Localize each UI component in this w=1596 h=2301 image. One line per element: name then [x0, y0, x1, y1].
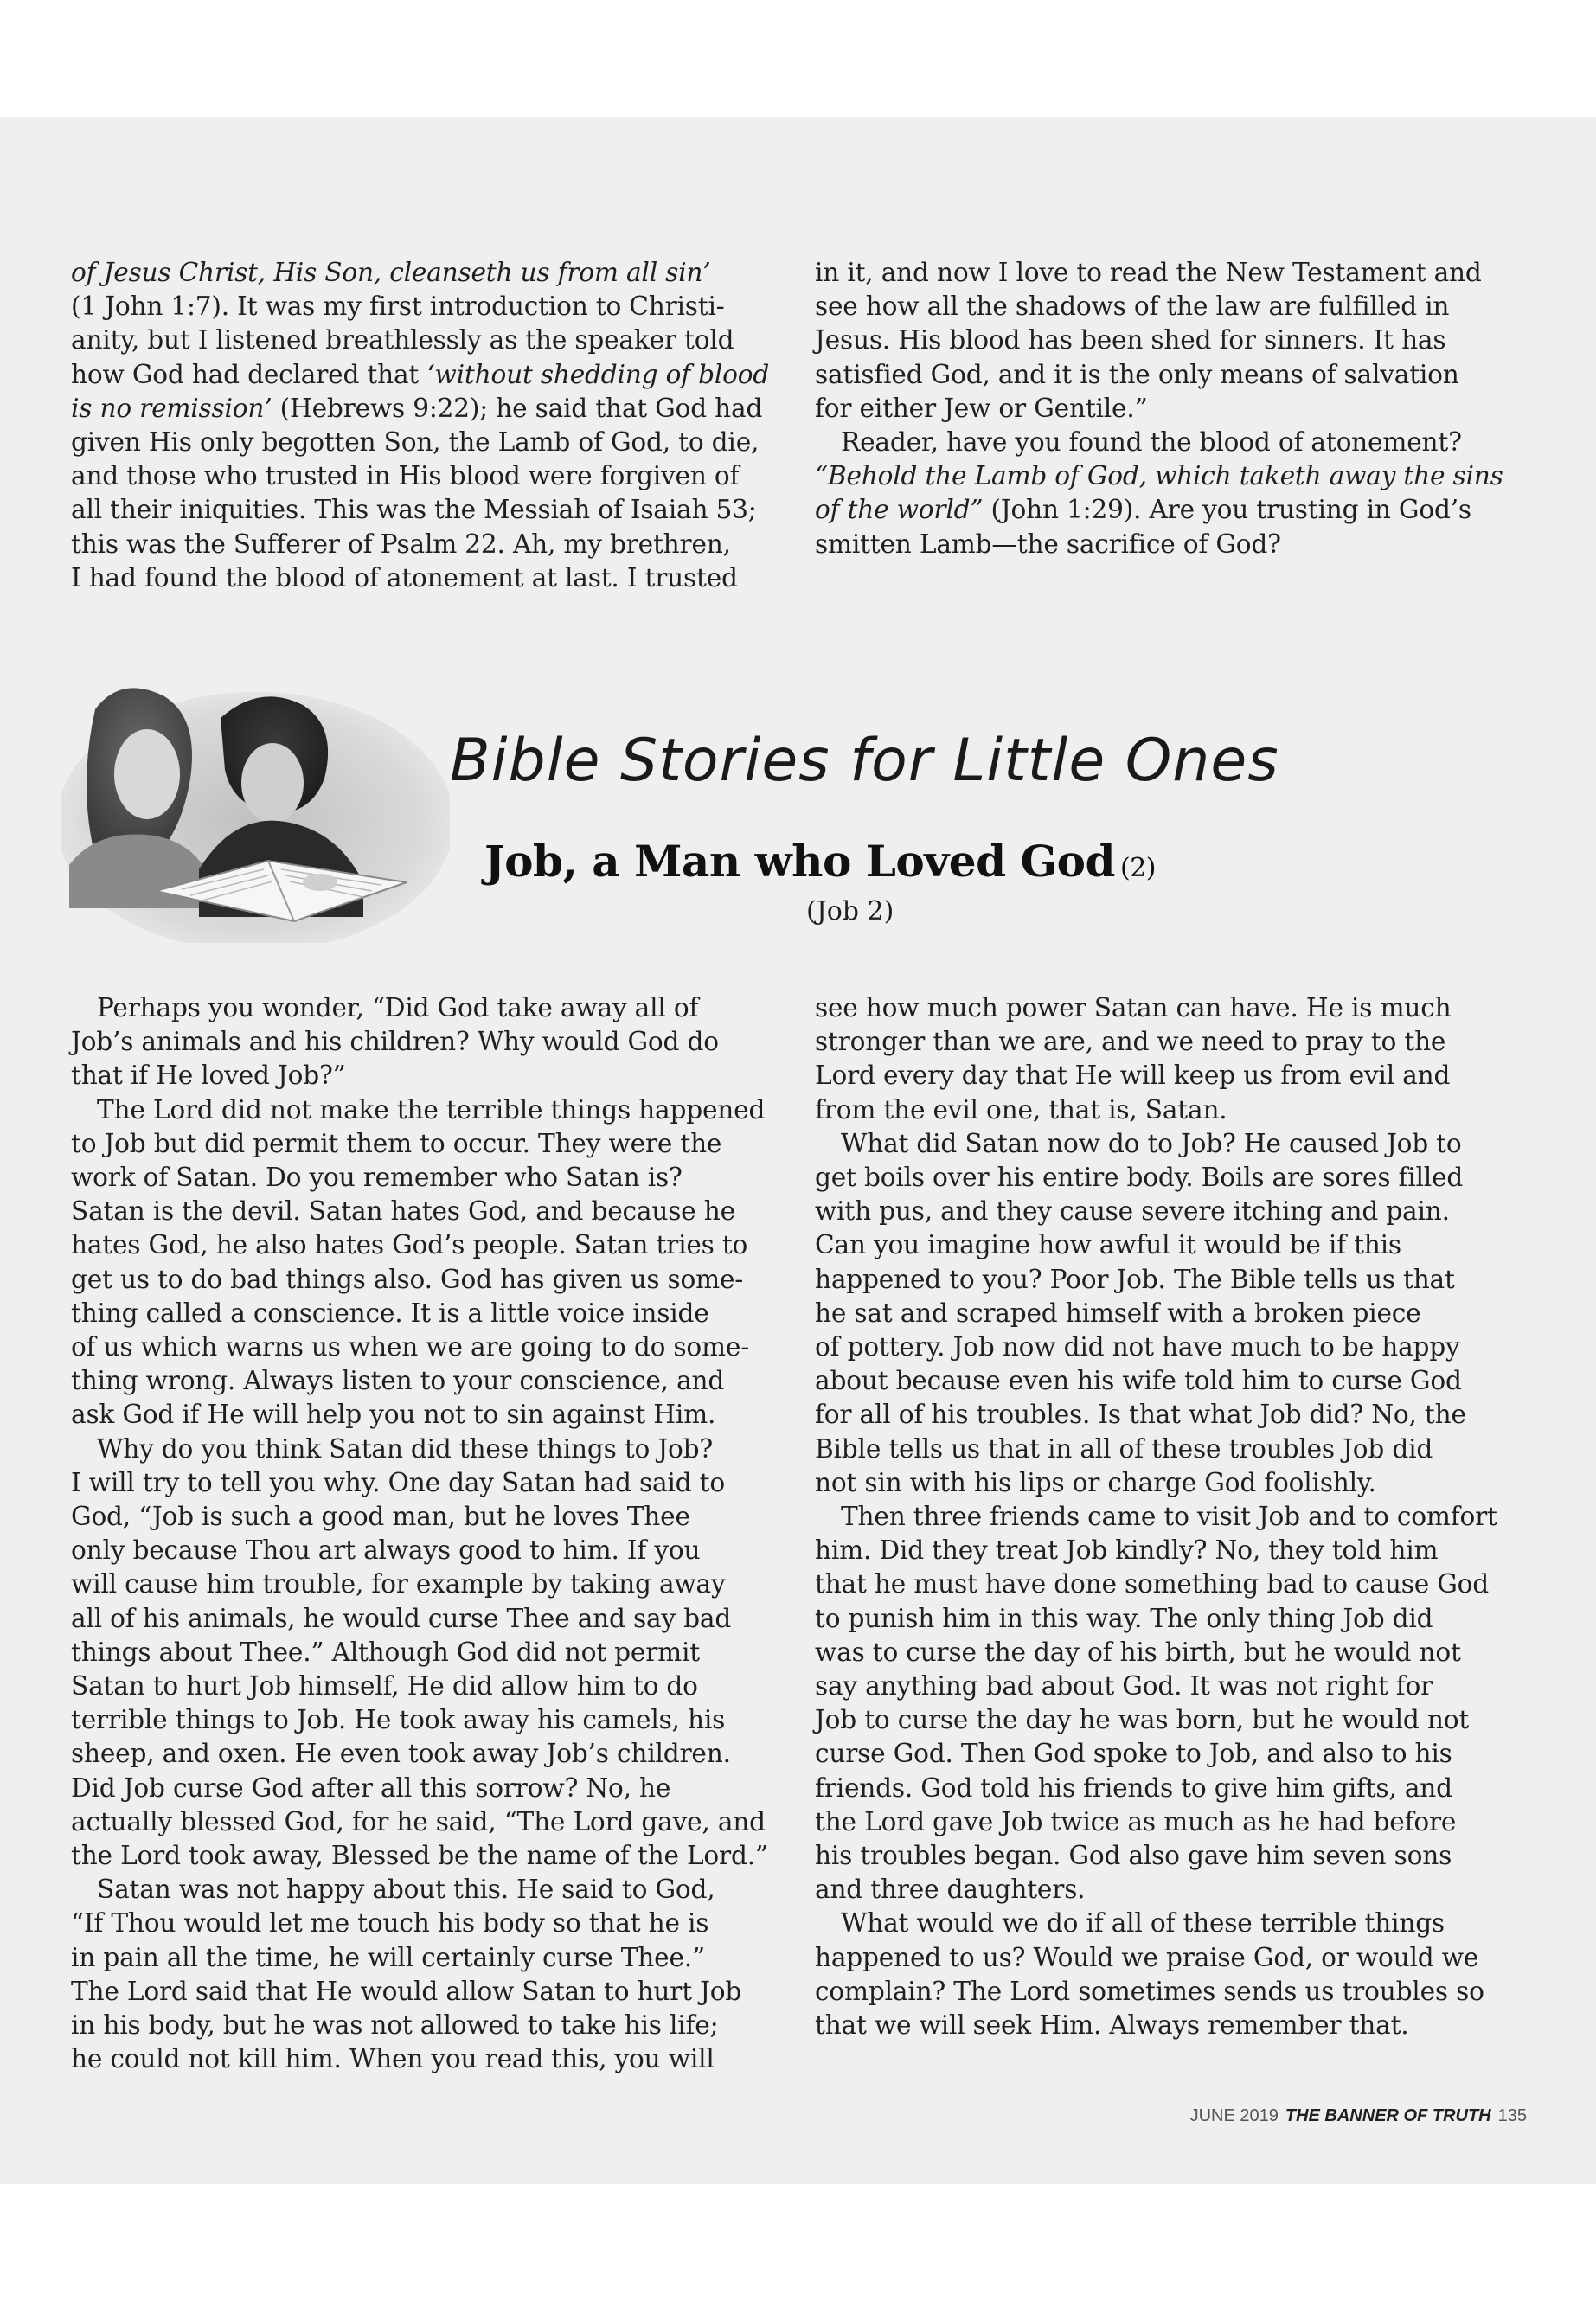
story-right-column: [815, 991, 1524, 2042]
plain-text: about because even his wife told him to curse God: [815, 1366, 1462, 1396]
text-line: [815, 1398, 1524, 1432]
plain-text: Why do you think Satan did these things to Job?: [97, 1433, 714, 1464]
text-line: [71, 1670, 780, 1703]
plain-text: in his body, but he was not allowed to take his life;: [71, 2010, 719, 2041]
story-part-number: (2): [1120, 853, 1156, 883]
text-line: [815, 1602, 1524, 1636]
plain-text: with pus, and they cause severe itching and pain.: [815, 1196, 1450, 1227]
text-line: [815, 2009, 1524, 2042]
plain-text: Satan to hurt Job himself, He did allow him to do: [71, 1671, 698, 1702]
plain-text: (Hebrews 9:22); he said that God had: [272, 393, 763, 423]
text-line: [71, 290, 780, 324]
text-line: [71, 459, 780, 493]
plain-text: and those who trusted in His blood were forgiven of: [71, 461, 740, 491]
plain-text: not sin with his lips or charge God foolishly.: [815, 1467, 1376, 1497]
plain-text: to punish him in this way. The only thing Job did: [815, 1603, 1433, 1633]
text-line: [815, 1127, 1524, 1161]
text-line: [71, 1567, 780, 1601]
plain-text: him. Did they treat Job kindly? No, they told him: [815, 1535, 1439, 1566]
text-line: [815, 1093, 1524, 1127]
text-line: [815, 1636, 1524, 1670]
plain-text: curse God. Then God spoke to Job, and also to his: [815, 1739, 1452, 1769]
plain-text: the Lord took away, Blessed be the name of the Lord.”: [71, 1841, 768, 1871]
scripture-reference: (Job 2): [806, 896, 894, 926]
plain-text: see how all the shadows of the law are fulfilled in: [815, 292, 1450, 322]
plain-text: What would we do if all of these terrible things: [841, 1908, 1445, 1939]
plain-text: terrible things to Job. He took away his camels, his: [71, 1705, 726, 1735]
text-line: [71, 1297, 780, 1330]
text-line: [71, 991, 780, 1025]
plain-text: happened to us? Would we praise God, or would we: [815, 1942, 1479, 1972]
plain-text: thing wrong. Always listen to your conscience, and: [71, 1366, 725, 1396]
text-line: [815, 1433, 1524, 1466]
text-line: [815, 1297, 1524, 1330]
plain-text: I will try to tell you why. One day Satan had said to: [71, 1467, 725, 1497]
text-line: [815, 991, 1524, 1025]
text-line: [815, 1534, 1524, 1567]
text-line: [71, 1975, 780, 2009]
text-line: [815, 1737, 1524, 1771]
text-line: [71, 1737, 780, 1771]
plain-text: thing called a conscience. It is a little voice inside: [71, 1298, 709, 1328]
text-line: [815, 1670, 1524, 1703]
text-line: [71, 256, 780, 290]
text-line: [815, 426, 1524, 459]
text-line: [71, 426, 780, 459]
plain-text: will cause him trouble, for example by taking away: [71, 1569, 726, 1599]
plain-text: work of Satan. Do you remember who Satan is?: [71, 1163, 683, 1193]
plain-text: happened to you? Poor Job. The Bible tells us that: [815, 1264, 1455, 1294]
story-title: [484, 836, 1156, 887]
text-line: [71, 1161, 780, 1195]
text-line: [71, 1263, 780, 1297]
plain-text: that he must have done something bad to cause God: [815, 1569, 1490, 1599]
plain-text: get us to do bad things also. God has given us some-: [71, 1264, 744, 1294]
text-line: [71, 1330, 780, 1364]
text-line: [815, 324, 1524, 357]
text-line: [815, 1195, 1524, 1228]
text-line: [71, 1873, 780, 1907]
plain-text: Did Job curse God after all this sorrow? No, he: [71, 1772, 671, 1803]
plain-text: Job’s animals and his children? Why would God do: [71, 1027, 719, 1057]
text-line: [815, 1772, 1524, 1805]
text-line: [815, 290, 1524, 324]
plain-text: Satan was not happy about this. He said to God,: [97, 1875, 715, 1905]
text-line: [815, 1466, 1524, 1500]
text-line: [815, 1161, 1524, 1195]
plain-text: he sat and scraped himself with a broken piece: [815, 1298, 1421, 1328]
text-line: [815, 1228, 1524, 1262]
text-line: [71, 1228, 780, 1262]
top-right-column: [815, 256, 1524, 561]
story-left-column: [71, 991, 780, 2077]
text-line: [71, 2009, 780, 2042]
series-title: Bible Stories for Little Ones: [450, 727, 1279, 795]
plain-text: Bible tells us that in all of these troubles Job did: [815, 1433, 1433, 1464]
plain-text: Perhaps you wonder, “Did God take away all of: [97, 993, 699, 1022]
text-line: [815, 1839, 1524, 1873]
plain-text: was to curse the day of his birth, but he would not: [815, 1637, 1461, 1667]
plain-text: I had found the blood of atonement at last. I trusted: [71, 562, 738, 593]
text-line: [815, 1025, 1524, 1059]
plain-text: Reader, have you found the blood of atonement?: [841, 427, 1462, 458]
text-line: [815, 392, 1524, 426]
text-line: [71, 1500, 780, 1534]
plain-text: “If Thou would let me touch his body so that he is: [71, 1908, 709, 1939]
italic-text: of Jesus Christ, His Son, cleanseth us from all sin’: [71, 258, 711, 287]
text-line: [815, 1873, 1524, 1907]
text-line: [71, 1772, 780, 1805]
text-line: [71, 1059, 780, 1093]
text-line: [815, 256, 1524, 290]
plain-text: Can you imagine how awful it would be if this: [815, 1230, 1401, 1260]
plain-text: and three daughters.: [815, 1875, 1086, 1905]
plain-text: (1 John 1:7). It was my first introduction to Christi-: [71, 292, 725, 322]
issue-date: JUNE 2019: [1189, 2106, 1279, 2125]
plain-text: Job to curse the day he was born, but he would not: [815, 1705, 1470, 1735]
plain-text: The Lord did not make the terrible things happened: [97, 1094, 766, 1125]
plain-text: in it, and now I love to read the New Testament and: [815, 258, 1482, 287]
children-reading-illustration: [61, 683, 450, 943]
text-line: [71, 1466, 780, 1500]
italic-text: of the world”: [815, 495, 984, 525]
plain-text: the Lord gave Job twice as much as he had before: [815, 1806, 1457, 1836]
text-line: [815, 1975, 1524, 2009]
text-line: [71, 1602, 780, 1636]
text-line: [71, 1127, 780, 1161]
text-line: [815, 1805, 1524, 1839]
plain-text: Then three friends came to visit Job and to comfort: [841, 1502, 1497, 1532]
plain-text: actually blessed God, for he said, “The Lord gave, and: [71, 1806, 766, 1836]
plain-text: all their iniquities. This was the Messiah of Isaiah 53;: [71, 495, 757, 525]
text-line: [815, 1059, 1524, 1093]
text-line: [815, 1703, 1524, 1737]
plain-text: hates God, he also hates God’s people. Satan tries to: [71, 1230, 748, 1260]
plain-text: complain? The Lord sometimes sends us troubles so: [815, 1976, 1484, 2006]
plain-text: given His only begotten Son, the Lamb of God, to die,: [71, 427, 760, 458]
plain-text: What did Satan now do to Job? He caused Job to: [841, 1128, 1462, 1158]
text-line: [71, 1398, 780, 1432]
text-line: [71, 358, 780, 392]
text-line: [71, 1839, 780, 1873]
text-line: [71, 1941, 780, 1975]
text-line: [71, 324, 780, 357]
plain-text: how God had declared that: [71, 359, 427, 389]
plain-text: stronger than we are, and we need to pray to the: [815, 1027, 1446, 1057]
text-line: [815, 1567, 1524, 1601]
plain-text: ask God if He will help you not to sin against Him.: [71, 1400, 716, 1430]
text-line: [71, 1907, 780, 1940]
text-line: [815, 358, 1524, 392]
plain-text: God, “Job is such a good man, but he loves Thee: [71, 1502, 690, 1532]
text-line: [815, 459, 1524, 493]
plain-text: The Lord said that He would allow Satan to hurt Job: [71, 1976, 742, 2006]
text-line: [71, 1364, 780, 1398]
page-number: 135: [1497, 2106, 1527, 2125]
story-title-text: Job, a Man who Loved God: [484, 836, 1115, 887]
plain-text: friends. God told his friends to give him gifts, and: [815, 1772, 1452, 1803]
text-line: [815, 1330, 1524, 1364]
text-line: [71, 528, 780, 561]
plain-text: Jesus. His blood has been shed for sinners. It has: [815, 325, 1446, 356]
plain-text: anity, but I listened breathlessly as the speaker told: [71, 325, 734, 356]
plain-text: that if He loved Job?”: [71, 1061, 346, 1091]
text-line: [71, 1636, 780, 1670]
text-line: [71, 1195, 780, 1228]
plain-text: Lord every day that He will keep us from evil and: [815, 1061, 1451, 1091]
plain-text: from the evil one, that is, Satan.: [815, 1094, 1227, 1125]
page-footer: [1190, 2106, 1527, 2126]
plain-text: of pottery. Job now did not have much to be happy: [815, 1332, 1460, 1362]
text-line: [71, 493, 780, 527]
top-left-column: [71, 256, 780, 595]
text-line: [71, 1433, 780, 1466]
plain-text: to Job but did permit them to occur. They were the: [71, 1128, 722, 1158]
plain-text: for all of his troubles. Is that what Job did? No, the: [815, 1400, 1466, 1430]
plain-text: of us which warns us when we are going to do some-: [71, 1332, 749, 1362]
text-line: [71, 1703, 780, 1737]
plain-text: his troubles began. God also gave him seven sons: [815, 1841, 1452, 1871]
plain-text: for either Jew or Gentile.”: [815, 393, 1148, 423]
text-line: [815, 493, 1524, 527]
plain-text: sheep, and oxen. He even took away Job’s children.: [71, 1739, 731, 1769]
text-line: [815, 528, 1524, 561]
italic-text: ‘without shedding of blood: [426, 359, 770, 389]
text-line: [71, 392, 780, 426]
plain-text: satisfied God, and it is the only means of salvation: [815, 359, 1459, 389]
plain-text: say anything bad about God. It was not right for: [815, 1671, 1433, 1702]
text-line: [815, 1907, 1524, 1940]
plain-text: get boils over his entire body. Boils are sores filled: [815, 1163, 1464, 1193]
magazine-name: THE BANNER OF TRUTH: [1285, 2106, 1491, 2125]
plain-text: that we will seek Him. Always remember that.: [815, 2010, 1409, 2041]
text-line: [815, 1263, 1524, 1297]
plain-text: (John 1:29). Are you trusting in God’s: [983, 495, 1471, 525]
plain-text: Satan is the devil. Satan hates God, and because he: [71, 1196, 735, 1227]
italic-text: “Behold the Lamb of God, which taketh away the sins: [815, 461, 1503, 491]
text-line: [815, 1364, 1524, 1398]
text-line: [71, 2042, 780, 2076]
text-line: [815, 1500, 1524, 1534]
italic-text: is no remission’: [71, 393, 272, 423]
plain-text: he could not kill him. When you read this, you will: [71, 2044, 715, 2074]
plain-text: things about Thee.” Although God did not permit: [71, 1637, 700, 1667]
text-line: [71, 1805, 780, 1839]
text-line: [71, 1093, 780, 1127]
text-line: [71, 1534, 780, 1567]
text-line: [71, 561, 780, 595]
plain-text: this was the Sufferer of Psalm 22. Ah, my brethren,: [71, 529, 731, 559]
text-line: [71, 1025, 780, 1059]
plain-text: only because Thou art always good to him. If you: [71, 1535, 701, 1566]
text-line: [815, 1941, 1524, 1975]
plain-text: in pain all the time, he will certainly curse Thee.”: [71, 1942, 705, 1972]
plain-text: smitten Lamb—the sacrifice of God?: [815, 529, 1281, 559]
plain-text: all of his animals, he would curse Thee and say bad: [71, 1603, 732, 1633]
plain-text: see how much power Satan can have. He is much: [815, 993, 1452, 1022]
